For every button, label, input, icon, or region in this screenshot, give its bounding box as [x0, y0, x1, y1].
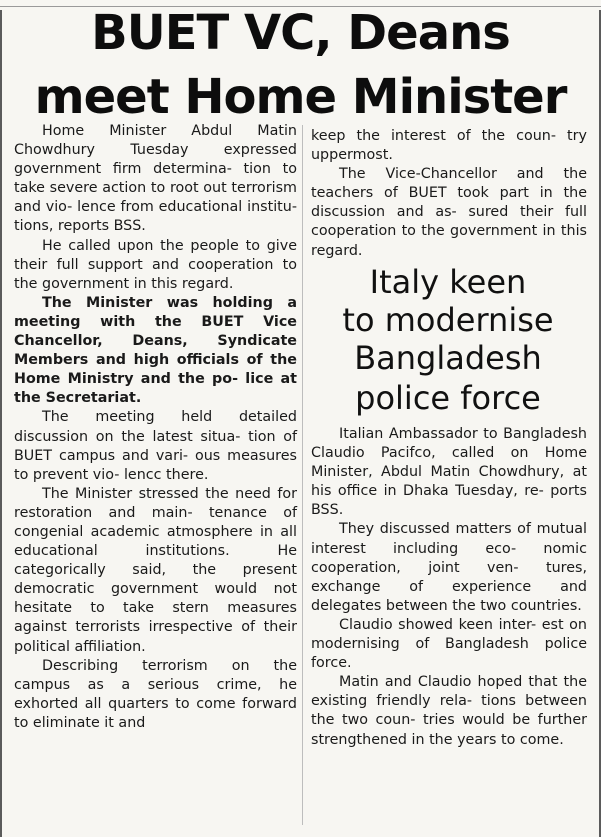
- right-column-bottom: [311, 425, 587, 750]
- paragraph: The Vice-Chancellor and the teachers of BUET took part in the discussion and as- sured their full cooperation to the government in this regard.: [311, 166, 587, 259]
- paragraph: Describing terrorism on the campus as a serious crime, he exhorted all quarters to come forward to eliminate it and: [14, 657, 297, 731]
- paragraph: The Minister was holding a meeting with the BUET Vice Chancellor, Deans, Syndicate Members and high officials of the Home Ministry and the po- lice at the Secretariat.: [14, 294, 297, 407]
- right-column-top: [311, 127, 587, 261]
- subhead-line-3: Bangladesh: [354, 339, 542, 377]
- paragraph: The Minister stressed the need for restoration and main- tenance of congenial academic atmosphere in all educational institutions. He categorically said, the present democratic government would not hesitate to take stern measures against terrorists irrespective of their political affiliation.: [14, 485, 297, 655]
- headline-line-2: meet Home Minister: [34, 69, 567, 125]
- subhead-line-2: to modernise: [342, 301, 554, 339]
- subhead-line-1: Italy keen: [369, 263, 527, 301]
- paragraph: The meeting held detailed discussion on the latest situa- tion of BUET campus and vari- ous measures to prevent vio- lencc there.: [14, 409, 297, 483]
- paragraph: Italian Ambassador to Bangladesh Claudio Pacifco, called on Home Minister, Abdul Matin Chowdhury, at his office in Dhaka Tuesday, re- ports BSS.: [311, 426, 587, 519]
- left-border: [0, 10, 2, 837]
- paragraph: He called upon the people to give their full support and cooperation to the government in this regard.: [14, 237, 297, 292]
- subhead-line-4: police force: [355, 379, 541, 417]
- paragraph: Home Minister Abdul Matin Chowdhury Tuesday expressed government firm determina- tion to take severe action to root out terrorism and vio- lence from educational institu- tions, reports BSS.: [14, 123, 297, 235]
- paragraph: They discussed matters of mutual interest including eco- nomic cooperation, joint ven- tures, exchange of experience and delegates between the two countries.: [311, 521, 587, 614]
- paragraph: keep the interest of the coun- try uppermost.: [311, 128, 587, 164]
- left-column: [14, 122, 297, 733]
- headline-line-1: BUET VC, Deans: [91, 5, 510, 61]
- paragraph: Claudio showed keen inter- est on modernising of Bangladesh police force.: [311, 616, 587, 672]
- paragraph: Matin and Claudio hoped that the existing friendly rela- tions between the two coun- tries would be further strengthened in the years to come.: [311, 674, 587, 748]
- column-divider: [302, 125, 303, 825]
